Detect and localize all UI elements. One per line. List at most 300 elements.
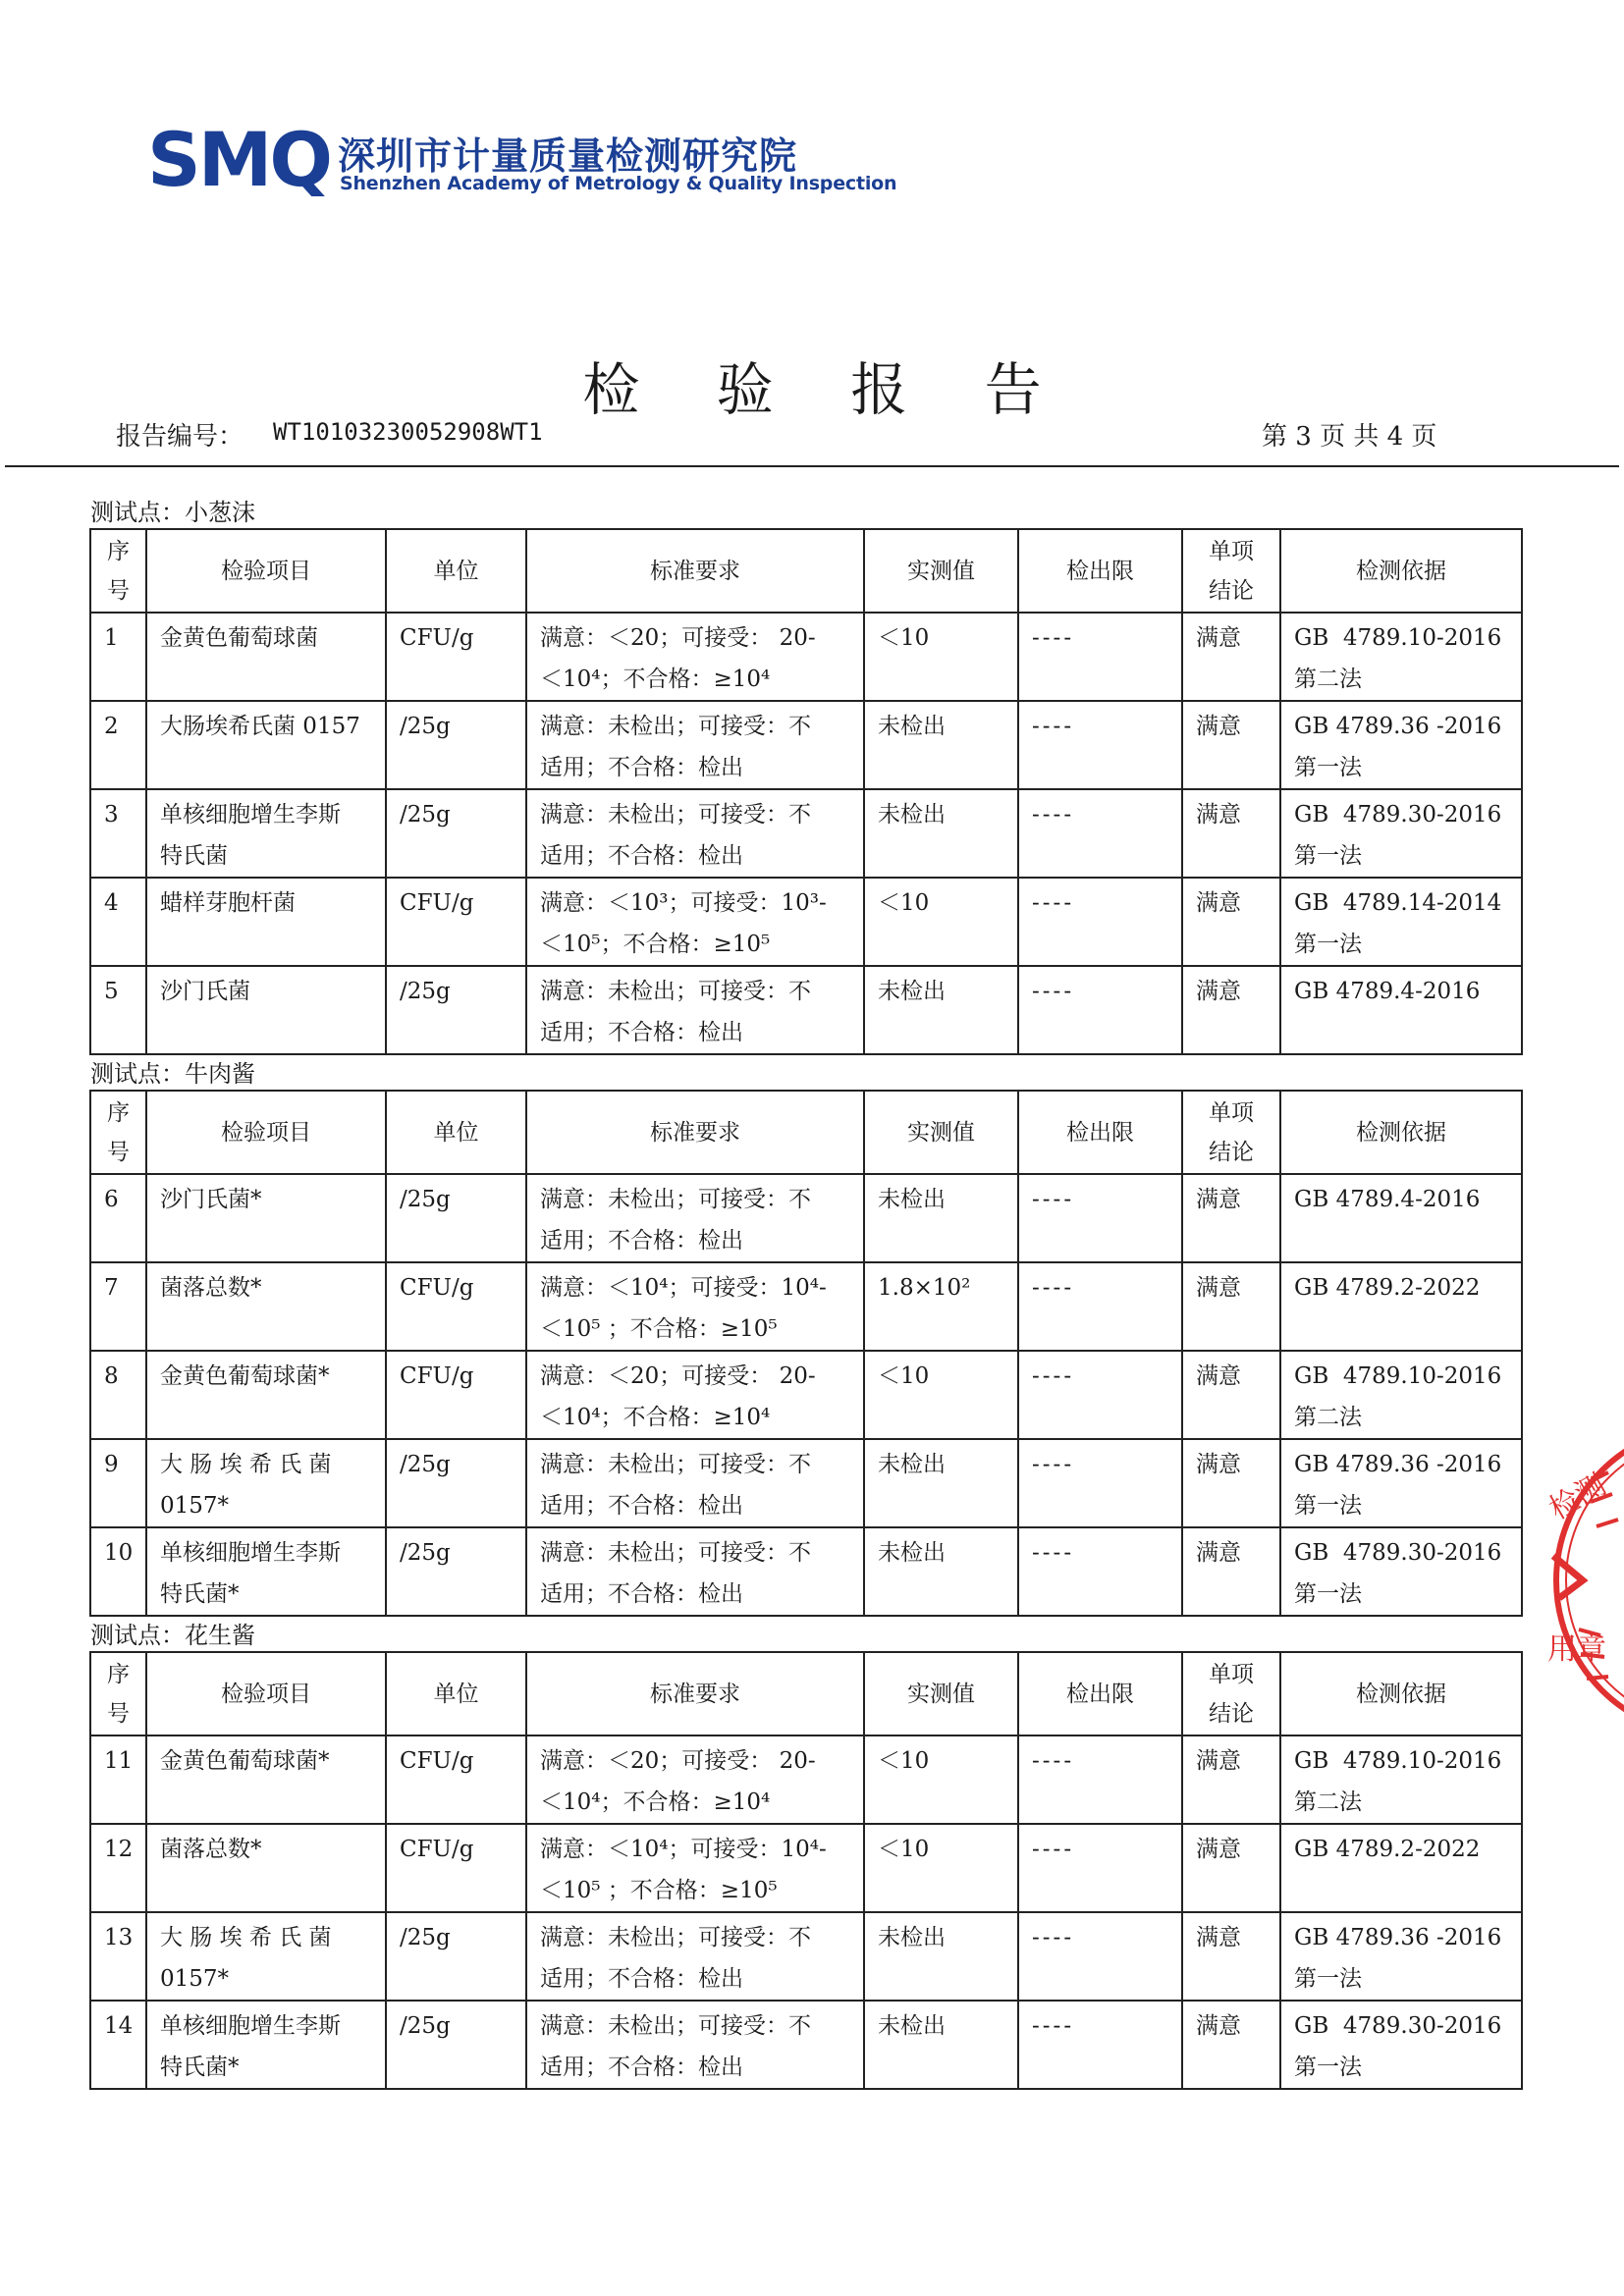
column-header-text: 检出限 (1066, 1119, 1134, 1146)
cell-text: 金黄色葡萄球菌 (160, 625, 318, 651)
cell-limit (1018, 1439, 1182, 1527)
column-header-item (146, 1652, 386, 1735)
cell-measured (864, 1735, 1018, 1824)
column-header-standard (526, 529, 864, 613)
cell-method (1280, 701, 1522, 789)
column-header-item (146, 1091, 386, 1174)
column-header-text: 序 号 (107, 1661, 130, 1727)
cell-text: ---- (1032, 1187, 1075, 1212)
table-row (90, 878, 1522, 966)
cell-text: 沙门氏菌* (160, 1187, 262, 1212)
cell-text: 满意：未检出；可接受：不 适用；不合格：检出 (540, 1187, 811, 1254)
column-header-text: 标准要求 (650, 1681, 740, 1707)
cell-text: 满意 (1196, 1925, 1241, 1950)
table-row (90, 613, 1522, 701)
column-header-text: 检验项目 (221, 1681, 311, 1707)
cell-text: 满意 (1196, 1540, 1241, 1566)
cell-text: ---- (1032, 890, 1075, 916)
cell-standard (526, 966, 864, 1054)
column-header-measured (864, 1652, 1018, 1735)
cell-text: CFU/g (400, 890, 474, 916)
cell-no (90, 966, 146, 1054)
cell-conclusion (1182, 1912, 1280, 2001)
cell-text: 满意：未检出；可接受：不 适用；不合格：检出 (540, 2013, 811, 2080)
cell-measured (864, 1527, 1018, 1616)
column-header-unit (386, 529, 526, 613)
cell-text: ---- (1032, 714, 1075, 739)
column-header-text: 单位 (433, 1119, 479, 1146)
cell-text: /25g (400, 1452, 451, 1477)
cell-text: ＜10 (878, 1748, 930, 1774)
column-header-text: 检测依据 (1356, 1681, 1446, 1707)
cell-text: 14 (104, 2013, 134, 2039)
cell-method (1280, 1439, 1522, 1527)
cell-text: ＜10 (878, 1363, 930, 1389)
cell-no (90, 1824, 146, 1912)
cell-text: 满意：＜20；可接受： 20- ＜10⁴；不合格：≥10⁴ (540, 1748, 816, 1815)
cell-text: /25g (400, 979, 451, 1004)
cell-text: CFU/g (400, 1275, 474, 1301)
cell-text: 满意 (1196, 979, 1241, 1004)
cell-text: GB 4789.30-2016 第一法 (1294, 2013, 1502, 2080)
cell-text: 满意 (1196, 1748, 1241, 1774)
cell-unit (386, 1439, 526, 1527)
column-header-text: 检出限 (1066, 558, 1134, 584)
cell-item (146, 966, 386, 1054)
cell-text: 满意：＜10⁴；可接受：10⁴- ＜10⁵ ；不合格：≥10⁵ (540, 1275, 827, 1342)
cell-text: 未检出 (878, 1540, 946, 1566)
cell-measured (864, 1824, 1018, 1912)
cell-text: 满意 (1196, 802, 1241, 828)
column-header-standard (526, 1091, 864, 1174)
cell-text: 7 (104, 1275, 119, 1301)
cell-text: GB 4789.30-2016 第一法 (1294, 1540, 1502, 1607)
cell-no (90, 1735, 146, 1824)
cell-text: /25g (400, 2013, 451, 2039)
cell-unit (386, 966, 526, 1054)
cell-item (146, 1439, 386, 1527)
cell-text: ＜10 (878, 1837, 930, 1862)
cell-unit (386, 1527, 526, 1616)
cell-standard (526, 1824, 864, 1912)
cell-measured (864, 613, 1018, 701)
cell-conclusion (1182, 1735, 1280, 1824)
cell-text: 蜡样芽胞杆菌 (160, 890, 296, 916)
cell-standard (526, 1735, 864, 1824)
cell-unit (386, 1262, 526, 1351)
cell-text: ---- (1032, 1275, 1075, 1301)
column-header-text: 检验项目 (221, 1119, 311, 1146)
column-header-index (90, 1091, 146, 1174)
column-header-method (1280, 529, 1522, 613)
cell-text: 金黄色葡萄球菌* (160, 1748, 330, 1774)
cell-unit (386, 789, 526, 878)
cell-item (146, 878, 386, 966)
cell-limit (1018, 966, 1182, 1054)
cell-text: 12 (104, 1837, 134, 1862)
cell-text: GB 4789.14-2014 第一法 (1294, 890, 1502, 957)
cell-limit (1018, 1824, 1182, 1912)
cell-text: /25g (400, 1187, 451, 1212)
cell-text: 未检出 (878, 2013, 946, 2039)
cell-unit (386, 1912, 526, 2001)
cell-text: CFU/g (400, 1837, 474, 1862)
cell-no (90, 1351, 146, 1439)
column-header-text: 序 号 (107, 538, 130, 604)
cell-measured (864, 1174, 1018, 1262)
cell-method (1280, 613, 1522, 701)
cell-item (146, 1174, 386, 1262)
cell-text: GB 4789.2-2022 (1294, 1837, 1481, 1862)
seal-text-1: 检测 (1543, 1468, 1612, 1527)
cell-no (90, 1527, 146, 1616)
column-header-text: 单项 结论 (1209, 1661, 1254, 1727)
cell-text: 满意：未检出；可接受：不 适用；不合格：检出 (540, 714, 811, 780)
column-header-text: 单位 (433, 1681, 479, 1707)
header-divider (5, 465, 1619, 467)
column-header-limit (1018, 1091, 1182, 1174)
cell-method (1280, 1735, 1522, 1824)
cell-measured (864, 1351, 1018, 1439)
cell-conclusion (1182, 2001, 1280, 2089)
cell-text: 未检出 (878, 1187, 946, 1212)
cell-text: 金黄色葡萄球菌* (160, 1363, 330, 1389)
cell-conclusion (1182, 1527, 1280, 1616)
cell-unit (386, 1174, 526, 1262)
column-header-text: 检验项目 (221, 558, 311, 584)
cell-text: GB 4789.36 -2016 第一法 (1294, 1925, 1502, 1992)
cell-conclusion (1182, 966, 1280, 1054)
cell-text: GB 4789.2-2022 (1294, 1275, 1481, 1301)
cell-no (90, 1912, 146, 2001)
cell-standard (526, 1527, 864, 1616)
cell-text: GB 4789.10-2016 第二法 (1294, 1363, 1502, 1430)
cell-text: 菌落总数* (160, 1837, 262, 1862)
table-header-row (90, 529, 1522, 613)
cell-method (1280, 2001, 1522, 2089)
cell-standard (526, 878, 864, 966)
cell-text: 满意 (1196, 1452, 1241, 1477)
institute-name-en: Shenzhen Academy of Metrology & Quality Inspection (340, 173, 897, 194)
cell-method (1280, 1174, 1522, 1262)
cell-standard (526, 1439, 864, 1527)
cell-text: /25g (400, 802, 451, 828)
cell-standard (526, 1912, 864, 2001)
cell-standard (526, 701, 864, 789)
cell-measured (864, 966, 1018, 1054)
results-table (89, 1651, 1523, 2090)
cell-text: 未检出 (878, 1452, 946, 1477)
column-header-text: 序 号 (107, 1099, 130, 1165)
cell-standard (526, 1351, 864, 1439)
cell-text: 满意：未检出；可接受：不 适用；不合格：检出 (540, 979, 811, 1045)
cell-method (1280, 966, 1522, 1054)
cell-text: 满意 (1196, 1837, 1241, 1862)
cell-limit (1018, 2001, 1182, 2089)
cell-text: ＜10 (878, 625, 930, 651)
column-header-text: 标准要求 (650, 1119, 740, 1146)
test-point-label: 测试点：花生酱 (90, 1622, 255, 1649)
cell-text: ---- (1032, 1748, 1075, 1774)
cell-text: 10 (104, 1540, 134, 1566)
column-header-index (90, 529, 146, 613)
column-header-text: 单位 (433, 558, 479, 584)
official-seal (1540, 1433, 1624, 1728)
table-row (90, 1824, 1522, 1912)
report-number-label: 报告编号： (116, 422, 244, 452)
table-row (90, 1262, 1522, 1351)
cell-no (90, 1174, 146, 1262)
column-header-standard (526, 1652, 864, 1735)
cell-text: 6 (104, 1187, 119, 1212)
table-row (90, 1174, 1522, 1262)
table-row (90, 1735, 1522, 1824)
cell-text: CFU/g (400, 625, 474, 651)
column-header-unit (386, 1652, 526, 1735)
table-row (90, 1527, 1522, 1616)
table-row (90, 1439, 1522, 1527)
cell-text: 8 (104, 1363, 119, 1389)
column-header-conclusion (1182, 1652, 1280, 1735)
cell-text: GB 4789.10-2016 第二法 (1294, 1748, 1502, 1815)
cell-limit (1018, 1912, 1182, 2001)
column-header-limit (1018, 529, 1182, 613)
cell-no (90, 701, 146, 789)
cell-item (146, 1351, 386, 1439)
table-row (90, 789, 1522, 878)
results-table (89, 528, 1523, 1055)
cell-text: 5 (104, 979, 119, 1004)
cell-no (90, 2001, 146, 2089)
cell-text: GB 4789.36 -2016 第一法 (1294, 714, 1502, 780)
cell-text: GB 4789.10-2016 第二法 (1294, 625, 1502, 692)
cell-text: 1.8×10² (878, 1275, 971, 1301)
cell-text: 1 (104, 625, 119, 651)
cell-standard (526, 789, 864, 878)
cell-text: GB 4789.36 -2016 第一法 (1294, 1452, 1502, 1519)
cell-text: 9 (104, 1452, 119, 1477)
cell-limit (1018, 1262, 1182, 1351)
column-header-conclusion (1182, 1091, 1280, 1174)
cell-no (90, 1439, 146, 1527)
cell-item (146, 613, 386, 701)
cell-text: 满意：未检出；可接受：不 适用；不合格：检出 (540, 1540, 811, 1607)
cell-text: 满意 (1196, 1275, 1241, 1301)
cell-method (1280, 1262, 1522, 1351)
column-header-method (1280, 1091, 1522, 1174)
cell-text: 单核细胞增生李斯 特氏菌* (160, 1540, 341, 1607)
cell-limit (1018, 701, 1182, 789)
cell-text: 大 肠 埃 希 氏 菌 0157* (160, 1925, 332, 1992)
table-row (90, 1912, 1522, 2001)
cell-item (146, 1824, 386, 1912)
cell-text: 未检出 (878, 979, 946, 1004)
cell-item (146, 1527, 386, 1616)
cell-conclusion (1182, 1351, 1280, 1439)
page-indicator: 第 3 页 共 4 页 (1262, 422, 1437, 452)
cell-text: 满意 (1196, 1187, 1241, 1212)
cell-text: /25g (400, 1540, 451, 1566)
cell-unit (386, 701, 526, 789)
cell-text: 4 (104, 890, 119, 916)
cell-text: 大 肠 埃 希 氏 菌 0157* (160, 1452, 332, 1519)
column-header-text: 单项 结论 (1209, 538, 1254, 604)
cell-text: 13 (104, 1925, 134, 1950)
cell-text: 未检出 (878, 802, 946, 828)
cell-unit (386, 1351, 526, 1439)
cell-text: 满意：＜20；可接受： 20- ＜10⁴；不合格：≥10⁴ (540, 1363, 816, 1430)
cell-limit (1018, 878, 1182, 966)
cell-text: 满意：＜20；可接受： 20- ＜10⁴；不合格：≥10⁴ (540, 625, 816, 692)
cell-method (1280, 1824, 1522, 1912)
cell-text: 满意 (1196, 2013, 1241, 2039)
cell-measured (864, 789, 1018, 878)
cell-text: 满意：＜10³；可接受：10³- ＜10⁵；不合格：≥10⁵ (540, 890, 827, 957)
table-row (90, 1351, 1522, 1439)
seal-text-2: 用章 (1547, 1632, 1606, 1667)
cell-text: ---- (1032, 979, 1075, 1004)
cell-text: ---- (1032, 2013, 1075, 2039)
cell-conclusion (1182, 1824, 1280, 1912)
column-header-measured (864, 529, 1018, 613)
cell-text: GB 4789.4-2016 (1294, 979, 1481, 1004)
cell-text: 单核细胞增生李斯 特氏菌* (160, 2013, 341, 2080)
institute-name-cn: 深圳市计量质量检测研究院 (338, 134, 798, 178)
table-row (90, 2001, 1522, 2089)
column-header-index (90, 1652, 146, 1735)
column-header-text: 检测依据 (1356, 1119, 1446, 1146)
cell-unit (386, 1735, 526, 1824)
cell-unit (386, 2001, 526, 2089)
cell-text: 满意 (1196, 625, 1241, 651)
logo-mark: SMQ (147, 116, 330, 203)
cell-method (1280, 878, 1522, 966)
cell-conclusion (1182, 1174, 1280, 1262)
cell-no (90, 789, 146, 878)
cell-conclusion (1182, 1262, 1280, 1351)
results-table (89, 1090, 1523, 1617)
cell-item (146, 1912, 386, 2001)
cell-method (1280, 789, 1522, 878)
cell-limit (1018, 1527, 1182, 1616)
cell-text: 11 (104, 1748, 134, 1774)
cell-text: ＜10 (878, 890, 930, 916)
table-row (90, 966, 1522, 1054)
cell-limit (1018, 1735, 1182, 1824)
cell-text: 大肠埃希氏菌 0157 (160, 714, 360, 739)
cell-text: ---- (1032, 802, 1075, 828)
column-header-text: 检测依据 (1356, 558, 1446, 584)
cell-text: 满意 (1196, 890, 1241, 916)
cell-standard (526, 613, 864, 701)
test-point-label: 测试点：小葱沫 (90, 499, 255, 526)
column-header-measured (864, 1091, 1018, 1174)
cell-measured (864, 1439, 1018, 1527)
cell-text: 单核细胞增生李斯 特氏菌 (160, 802, 341, 869)
cell-text: CFU/g (400, 1363, 474, 1389)
cell-unit (386, 613, 526, 701)
cell-text: ---- (1032, 1363, 1075, 1389)
cell-item (146, 1262, 386, 1351)
cell-item (146, 1735, 386, 1824)
column-header-text: 实测值 (907, 558, 975, 584)
institute-logo (147, 116, 897, 204)
column-header-text: 实测值 (907, 1119, 975, 1146)
cell-measured (864, 1262, 1018, 1351)
cell-text: CFU/g (400, 1748, 474, 1774)
cell-limit (1018, 1174, 1182, 1262)
table-row (90, 701, 1522, 789)
table-header-row (90, 1091, 1522, 1174)
cell-text: 满意：未检出；可接受：不 适用；不合格：检出 (540, 802, 811, 869)
cell-unit (386, 878, 526, 966)
cell-text: 满意 (1196, 1363, 1241, 1389)
column-header-text: 单项 结论 (1209, 1099, 1254, 1165)
cell-text: 满意：未检出；可接受：不 适用；不合格：检出 (540, 1452, 811, 1519)
cell-text: 3 (104, 802, 119, 828)
cell-standard (526, 1174, 864, 1262)
cell-method (1280, 1351, 1522, 1439)
column-header-text: 检出限 (1066, 1681, 1134, 1707)
column-header-text: 标准要求 (650, 558, 740, 584)
table-header-row (90, 1652, 1522, 1735)
cell-item (146, 789, 386, 878)
column-header-limit (1018, 1652, 1182, 1735)
cell-conclusion (1182, 701, 1280, 789)
cell-measured (864, 2001, 1018, 2089)
cell-conclusion (1182, 613, 1280, 701)
report-number: WT10103230052908WT1 (273, 418, 543, 446)
cell-limit (1018, 789, 1182, 878)
cell-measured (864, 1912, 1018, 2001)
cell-text: GB 4789.4-2016 (1294, 1187, 1481, 1212)
cell-text: ---- (1032, 1837, 1075, 1862)
cell-text: 满意 (1196, 714, 1241, 739)
cell-conclusion (1182, 789, 1280, 878)
column-header-text: 实测值 (907, 1681, 975, 1707)
cell-no (90, 878, 146, 966)
cell-text: 沙门氏菌 (160, 979, 250, 1004)
cell-item (146, 701, 386, 789)
cell-text: /25g (400, 714, 451, 739)
cell-measured (864, 878, 1018, 966)
cell-text: 2 (104, 714, 119, 739)
cell-text: ---- (1032, 1540, 1075, 1566)
cell-limit (1018, 1351, 1182, 1439)
cell-text: ---- (1032, 625, 1075, 651)
cell-standard (526, 1262, 864, 1351)
column-header-method (1280, 1652, 1522, 1735)
cell-text: GB 4789.30-2016 第一法 (1294, 802, 1502, 869)
cell-method (1280, 1527, 1522, 1616)
column-header-conclusion (1182, 529, 1280, 613)
cell-no (90, 613, 146, 701)
cell-text: 未检出 (878, 1925, 946, 1950)
cell-conclusion (1182, 1439, 1280, 1527)
cell-text: /25g (400, 1925, 451, 1950)
cell-measured (864, 701, 1018, 789)
cell-text: 菌落总数* (160, 1275, 262, 1301)
cell-text: ---- (1032, 1925, 1075, 1950)
cell-unit (386, 1824, 526, 1912)
cell-standard (526, 2001, 864, 2089)
cell-conclusion (1182, 878, 1280, 966)
column-header-unit (386, 1091, 526, 1174)
column-header-item (146, 529, 386, 613)
cell-item (146, 2001, 386, 2089)
cell-limit (1018, 613, 1182, 701)
cell-text: ---- (1032, 1452, 1075, 1477)
